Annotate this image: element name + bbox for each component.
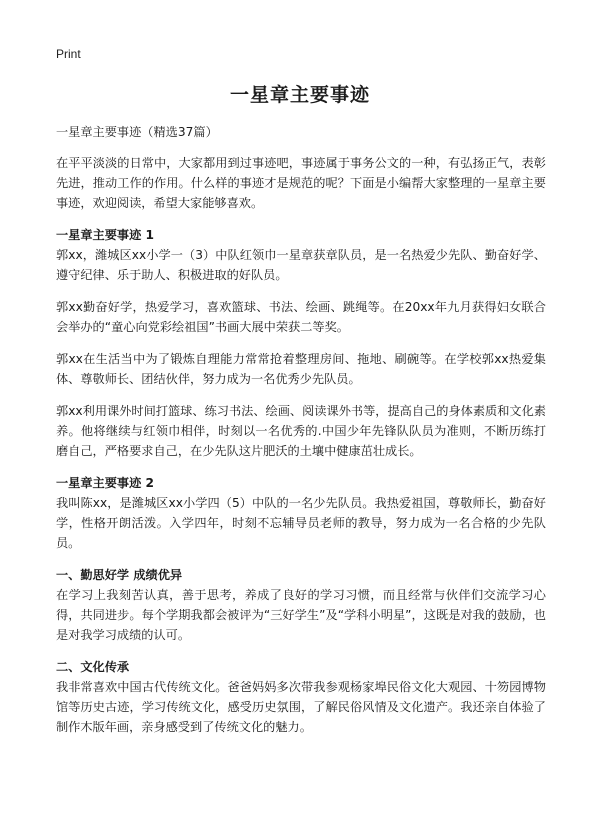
intro-paragraph: 在平平淡淡的日常中，大家都用到过事迹吧，事迹属于事务公文的一种，有弘扬正气，表彰先进，推动工作的作用。什么样的事迹才是规范的呢？下面是小编帮大家整理的一星章主要事迹，欢迎阅读，希望大家能够喜欢。: [56, 156, 546, 210]
paragraph: 我叫陈xx，是潍城区xx小学四（5）中队的一名少先队员。我热爱祖国，尊敬师长，勤奋好学，性格开朗活泼。入学四年，时刻不忘辅导员老师的教导，努力成为一名合格的少先队员。: [56, 496, 546, 550]
section-heading-3: 一、勤思好学 成绩优异: [56, 568, 183, 582]
paragraph: 我非常喜欢中国古代传统文化。爸爸妈妈多次带我参观杨家埠民俗文化大观园、十笏园博物馆等历史古迹，学习传统文化，感受历史氛围，了解民俗风情及文化遗产。我还亲自体验了制作木版年画，亲身感受到了传统文化的魅力。: [56, 680, 546, 734]
document-title: 一星章主要事迹: [229, 84, 370, 106]
section-heading-4: 二、文化传承: [56, 660, 130, 674]
paragraph: 郭xx，潍城区xx小学一（3）中队红领巾一星章获章队员，是一名热爱少先队、勤奋好学、遵守纪律、乐于助人、积极进取的好队员。: [56, 248, 546, 282]
document-subtitle: 一星章主要事迹（精选37篇）: [56, 125, 218, 139]
paragraph: 郭xx在生活当中为了锻炼自理能力常常抢着整理房间、拖地、刷碗等。在学校郭xx热爱集体、尊敬师长、团结伙伴，努力成为一名优秀少先队员。: [56, 352, 546, 386]
section-heading-1: 一星章主要事迹 1: [56, 228, 155, 242]
paragraph: 在学习上我刻苦认真，善于思考，养成了良好的学习习惯，而且经常与伙伴们交流学习心得，共同进步。每个学期我都会被评为“三好学生”及“学科小明星”，这既是对我的鼓励，也是对我学习成绩的认可。: [56, 588, 546, 642]
paragraph: 郭xx勤奋好学，热爱学习，喜欢篮球、书法、绘画、跳绳等。在20xx年九月获得妇女联合会举办的“童心向党彩绘祖国”书画大展中荣获二等奖。: [56, 300, 546, 334]
section-heading-2: 一星章主要事迹 2: [56, 476, 155, 490]
print-link[interactable]: Print: [56, 47, 81, 61]
document-body: [56, 122, 546, 749]
paragraph: 郭xx利用课外时间打篮球、练习书法、绘画、阅读课外书等，提高自己的身体素质和文化素养。他将继续与红领巾相伴，时刻以一名优秀的.中国少年先锋队队员为准则，不断历练打磨自己，严格要求自己，在少先队这片肥沃的土壤中健康茁壮成长。: [56, 404, 546, 458]
